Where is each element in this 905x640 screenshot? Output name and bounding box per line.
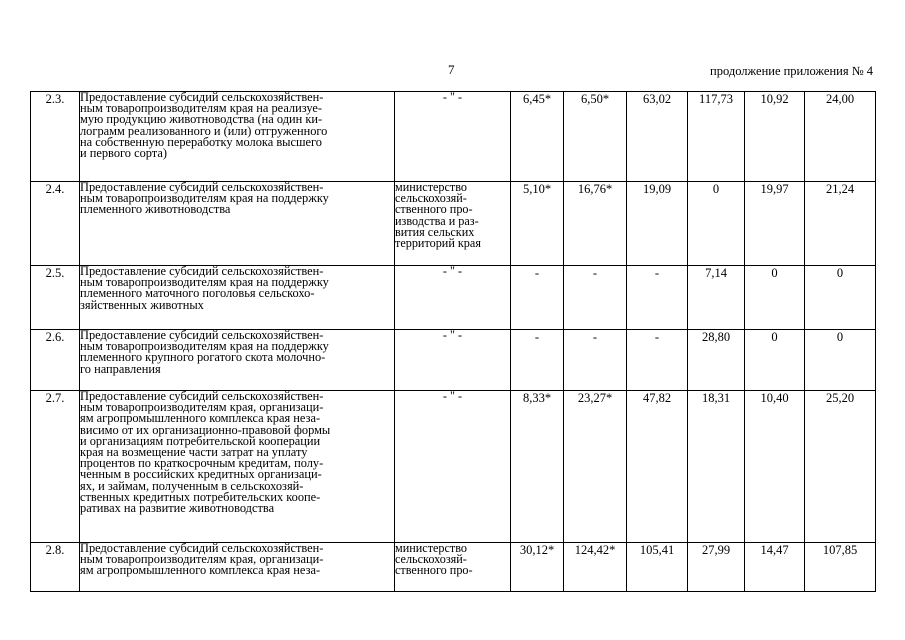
value-cell: 14,47 bbox=[745, 543, 805, 592]
responsible-text: - " - bbox=[442, 264, 463, 278]
row-description bbox=[80, 543, 395, 592]
row-description bbox=[80, 266, 395, 330]
row-number: 2.7. bbox=[31, 391, 80, 543]
row-description bbox=[80, 182, 395, 266]
value-cell: 7,14 bbox=[688, 266, 745, 330]
value-cell: - bbox=[564, 266, 627, 330]
value-cell: 0 bbox=[805, 330, 876, 391]
value-cell: 47,82 bbox=[627, 391, 688, 543]
value-cell: 0 bbox=[745, 330, 805, 391]
responsible-text: - " - bbox=[442, 328, 463, 342]
page-number: 7 bbox=[448, 62, 455, 77]
value-cell: 30,12* bbox=[511, 543, 564, 592]
value-cell: - bbox=[511, 266, 564, 330]
description-text: Предоставление субсидий сельскохозяйствен- ным товаропроизводителям края на поддержку племенного крупного рогатого скота молочно- го направления bbox=[80, 328, 329, 376]
value-cell: 5,10* bbox=[511, 182, 564, 266]
value-cell: 23,27* bbox=[564, 391, 627, 543]
value-cell: 8,33* bbox=[511, 391, 564, 543]
row-responsible bbox=[395, 266, 511, 330]
row-number: 2.8. bbox=[31, 543, 80, 592]
value-cell: - bbox=[627, 266, 688, 330]
description-text: Предоставление субсидий сельскохозяйствен- ным товаропроизводителям края на реализуе- мую продукцию животноводства (на один ки- лограмм реализованного и (или) отгруженного на собственную переработку молока высшего и первого сорта) bbox=[80, 90, 328, 161]
subsidy-table bbox=[30, 91, 876, 592]
value-cell: 19,09 bbox=[627, 182, 688, 266]
value-cell: 0 bbox=[688, 182, 745, 266]
value-cell: 21,24 bbox=[805, 182, 876, 266]
value-cell: 63,02 bbox=[627, 92, 688, 182]
table-row bbox=[31, 391, 876, 543]
value-cell: 107,85 bbox=[805, 543, 876, 592]
description-text: Предоставление субсидий сельскохозяйствен- ным товаропроизводителям края, организаци- ям агропромышленного комплекса края неза- bbox=[80, 541, 324, 578]
value-cell: 10,92 bbox=[745, 92, 805, 182]
row-number: 2.3. bbox=[31, 92, 80, 182]
continuation-label: продолжение приложения № 4 bbox=[710, 64, 873, 78]
row-responsible bbox=[395, 330, 511, 391]
table-row bbox=[31, 182, 876, 266]
table-row bbox=[31, 266, 876, 330]
row-description bbox=[80, 92, 395, 182]
description-text: Предоставление субсидий сельскохозяйствен- ным товаропроизводителям края на поддержку племенного маточного поголовья сельскохо- зяйственных животных bbox=[80, 264, 329, 312]
row-description bbox=[80, 391, 395, 543]
row-number: 2.5. bbox=[31, 266, 80, 330]
value-cell: 10,40 bbox=[745, 391, 805, 543]
value-cell: 27,99 bbox=[688, 543, 745, 592]
value-cell: 6,50* bbox=[564, 92, 627, 182]
value-cell: 25,20 bbox=[805, 391, 876, 543]
responsible-text: - " - bbox=[442, 389, 463, 403]
table-row bbox=[31, 543, 876, 592]
row-responsible bbox=[395, 182, 511, 266]
description-text: Предоставление субсидий сельскохозяйствен- ным товаропроизводителям края, организаци- ям агропромышленного комплекса края неза- висимо от их организационно-правовой формы и организациям потребительской кооперации края на возмещение части затрат на уплату процентов по краткосрочным кредитам, полу- ченным в российских кредитных организаци- ях, и займам, полученным в сельскохозяй- ственных кредитных потребительских коопе- ративах на развитие животноводства bbox=[80, 389, 331, 516]
description-text: Предоставление субсидий сельскохозяйствен- ным товаропроизводителям края на поддержку племенного животноводства bbox=[80, 180, 329, 217]
value-cell: 18,31 bbox=[688, 391, 745, 543]
value-cell: - bbox=[564, 330, 627, 391]
row-responsible bbox=[395, 92, 511, 182]
table-row bbox=[31, 92, 876, 182]
row-responsible bbox=[395, 391, 511, 543]
value-cell: - bbox=[511, 330, 564, 391]
row-description bbox=[80, 330, 395, 391]
value-cell: 105,41 bbox=[627, 543, 688, 592]
value-cell: 16,76* bbox=[564, 182, 627, 266]
value-cell: 124,42* bbox=[564, 543, 627, 592]
value-cell: 19,97 bbox=[745, 182, 805, 266]
row-number: 2.4. bbox=[31, 182, 80, 266]
value-cell: 28,80 bbox=[688, 330, 745, 391]
value-cell: 0 bbox=[745, 266, 805, 330]
row-number: 2.6. bbox=[31, 330, 80, 391]
value-cell: 117,73 bbox=[688, 92, 745, 182]
value-cell: - bbox=[627, 330, 688, 391]
responsible-text: министерство сельскохозяй- ственного про- bbox=[395, 541, 473, 578]
table-row bbox=[31, 330, 876, 391]
responsible-text: министерство сельскохозяй- ственного про- изводства и раз- вития сельских территорий края bbox=[395, 180, 481, 251]
row-responsible bbox=[395, 543, 511, 592]
responsible-text: - " - bbox=[442, 90, 463, 104]
value-cell: 0 bbox=[805, 266, 876, 330]
table-body bbox=[31, 92, 876, 592]
value-cell: 6,45* bbox=[511, 92, 564, 182]
value-cell: 24,00 bbox=[805, 92, 876, 182]
